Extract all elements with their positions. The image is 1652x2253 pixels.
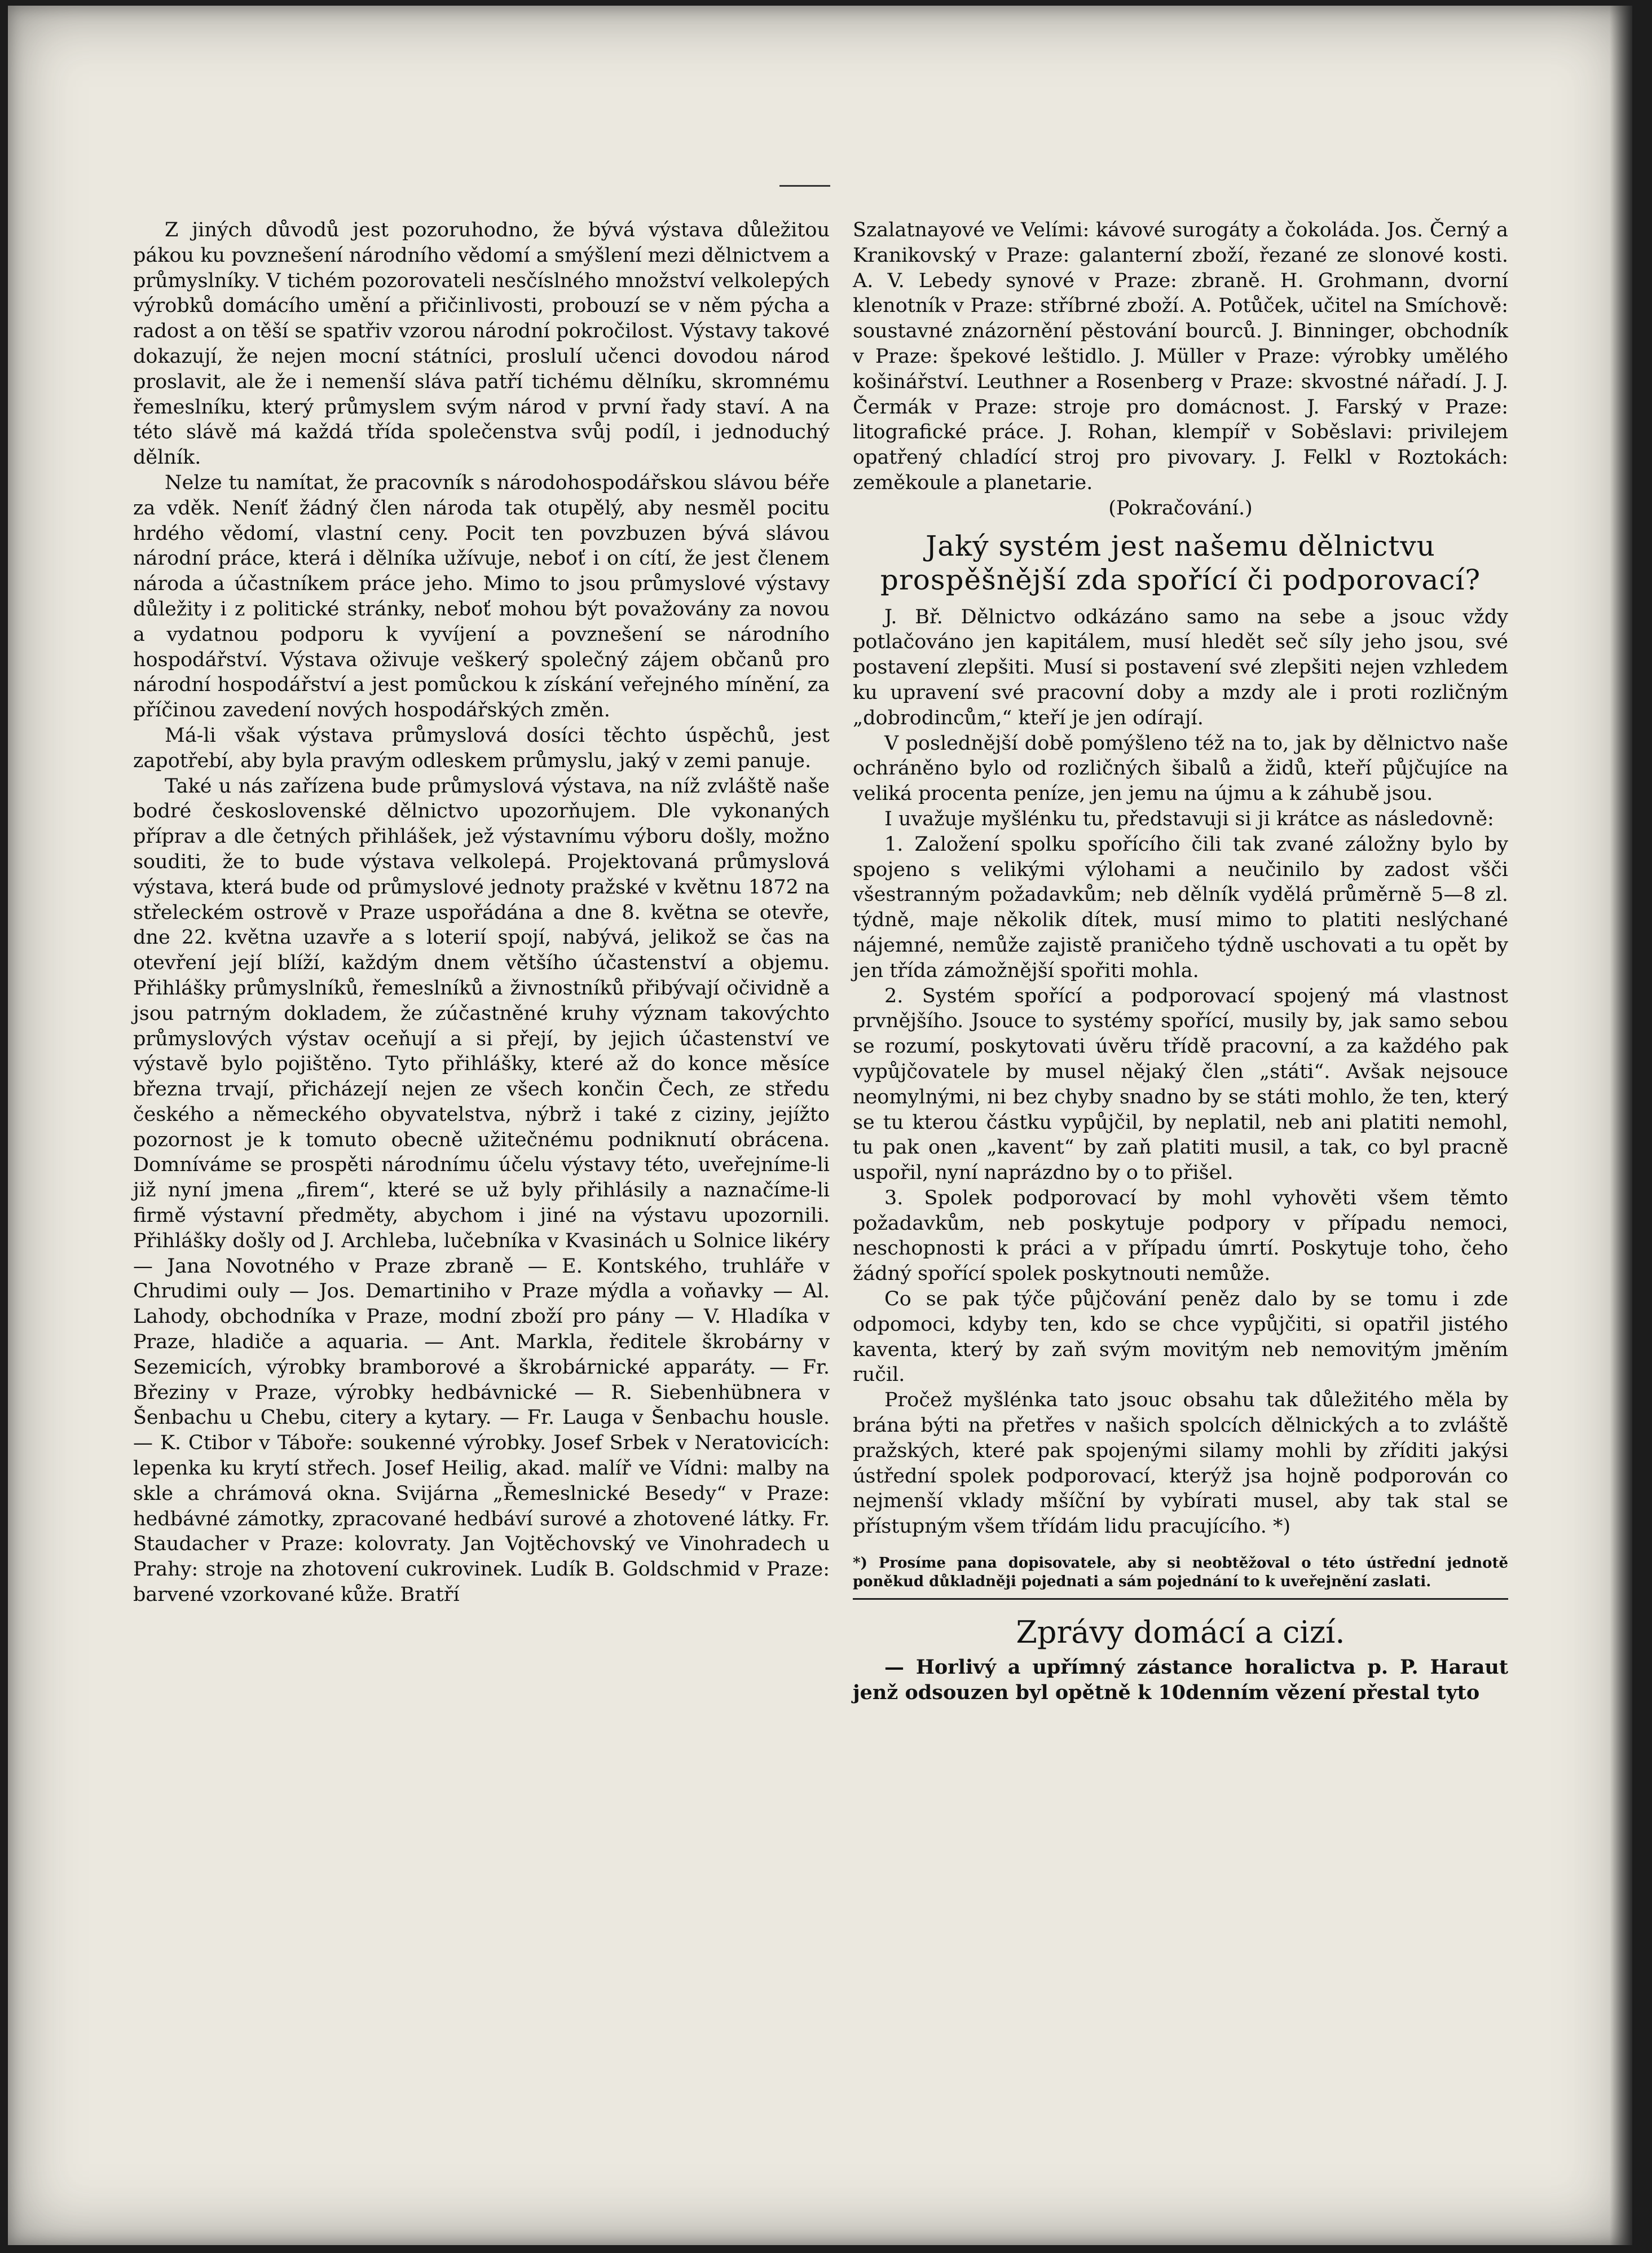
- article-paragraph: 2. Systém spořící a podporovací spojený má vlastnost prvnějšího. Jsouce to systémy spořící, musily by, jak samo sebou se rozumí, poskytovati úvěru třídě pracovní, a za každého pak vypůjčovatele by musel nějaký člen „státi“. Avšak nejsouce neomylnými, ni bez chyby snadno by se státi mohlo, že ten, který se tu kterou částku vypůjčil, by neplatil, neb ani platiti nemohl, tu pak onen „kavent“ by zaň platiti musil, a tak, co byl pracně uspořil, nyní naprázdno by o to přišel.: [853, 984, 1508, 1185]
- news-item: — Horlivý a upřímný zástance horalictva p. P. Haraut jenž odsouzen byl opětně k 10denním vězení přestal tyto: [853, 1656, 1508, 1704]
- article-paragraph: 3. Spolek podporovací by mohl vyhověti všem těmto požadavkům, neb poskytuje podpory v případu nemoci, neschopnosti k práci a v případu úmrtí. Poskytuje toho, čeho žádný spořící spolek poskytnouti nemůže.: [853, 1186, 1508, 1286]
- article-paragraph: Co se pak týče půjčování peněz dalo by se tomu i zde odpomoci, kdyby ten, kdo se chce vypůjčiti, si opatřil jistého kaventa, který by zaň svým movitým neb nemovitým jměním ručil.: [853, 1288, 1508, 1387]
- right-column: [853, 218, 1508, 1706]
- header-rule: [779, 185, 830, 187]
- news-section-title: Zprávy domácí a cizí.: [1016, 1614, 1345, 1651]
- article-paragraph: V poslednější době pomýšleno též na to, jak by dělnictvo naše ochráněno bylo od rozličných šibalů a židů, kteří půjčujíce na veliká procenta peníze, jen jemu na újmu a k záhubě jsou.: [853, 732, 1508, 806]
- scan-edge: [1610, 6, 1632, 2245]
- continuation-text: Szalatnayové ve Velími: kávové surogáty a čokoláda. Jos. Černý a Kranikovský v Praze: galanterní zboží, řezané ze slonové kosti. A. V. Lebedy synové v Praze: zbraně. H. Grohmann, dvorní klenotník v Praze: stříbrné zboží. A. Potůček, učitel na Smíchově: soustavné znázornění pěstování bourců. J. Binninger, obchodník v Praze: špekové leštidlo. J. Müller v Praze: výrobky umělého košinářství. Leuthner a Rosenberg v Praze: skvostné nářadí. J. J. Čermák v Praze: stroje pro domácnost. J. Farský v Praze: litografické práce. J. Rohan, klempíř v Soběslavi: privilejem opatřený chladící stroj pro pivovary. J. Felkl v Roztokách: zeměkoule a planetarie.: [853, 219, 1508, 494]
- section-divider: [853, 1598, 1508, 1600]
- paragraph: Má-li však výstava průmyslová dosíci těchto úspěchů, jest zapotřebí, aby byla pravým odleskem průmyslu, jaký v zemi panuje.: [133, 724, 830, 772]
- article-paragraph: 1. Založení spolku spořícího čili tak zvané záložny bylo by spojeno s velikými výlohami a neučinilo by zadost všči všestranným požadavkům; neb dělník vydělá průměrně 5—8 zl. týdně, maje několik dítek, musí mimo to platiti neslýchané nájemné, nemůže zajistě praničeho týdně uschovati a tu opět by jen třída zámožnější spořiti mohla.: [853, 833, 1508, 982]
- paragraph: Z jiných důvodů jest pozoruhodno, že bývá výstava důležitou pákou ku povznešení národního vědomí a smýšlení mezi dělnictvem a průmyslníky. V tichém pozorovateli nesčíslného množství velkolepých výrobků domácího umění a přičinlivosti, probouzí se v něm pýcha a radost a on těší se spatřiv vzorou národní pokročilost. Výstavy takové dokazují, že nejen mocní státníci, proslulí učenci dovodou národ proslavit, ale že i nemenší sláva patří tichému dělníku, skromnému řemeslníku, který průmyslem svým národ v první řady staví. A na této slávě má každá třída společenstva svůj podíl, i jednoduchý dělník.: [133, 219, 830, 469]
- left-column: [133, 218, 830, 1608]
- paragraph: Také u nás zařízena bude průmyslová výstava, na níž zvláště naše bodré československé dělnictvo upozorňujem. Dle vykonaných příprav a dle četných přihlášek, jež výstavnímu výboru došly, možno souditi, že to bude výstava velkolepá. Projektovaná průmyslová výstava, která bude od průmyslové jednoty pražské v květnu 1872 na střeleckém ostrově v Praze uspořádána a dne 8. května se otevře, dne 22. května uzavře a s loterií spojí, nabývá, jelikož se čas na otevření její blíží, každým dnem většího účastenství a objemu. Přihlášky průmyslníků, řemeslníků a živnostníků přibývají očividně a jsou patrným dokladem, že zúčastněné kruhy význam takovýchto průmyslových výstav oceňují a si přejí, by jejich účastenství ve výstavě bylo pojištěno. Tyto přihlášky, které až do konce měsíce března trvají, přicházejí nejen ze všech končin Čech, ze středu českého a německého obyvatelstva, nýbrž i také z ciziny, jejížto pozornost je k tomuto obecně užitečnému podniknutí obrácena. Domníváme se prospěti národnímu účelu výstavy této, uveřejníme-li již nyní jmena „firem“, které se už byly přihlásily a naznačíme-li firmě výstavní předměty, abychom i jiné na výstavu upozornili. Přihlášky došly od J. Archleba, lučebníka v Kvasinách u Solnice likéry — Jana Novotného v Praze zbraně — E. Kontského, truhláře v Chrudimi ouly — Jos. Demartiniho v Praze mýdla a voňavky — Al. Lahody, obchodníka v Praze, modní zboží pro pány — V. Hladíka v Praze, hladiče a aquaria. — Ant. Markla, ředitele škrobárny v Sezemicích, výrobky bramborové a škrobárnické apparáty. — Fr. Březiny v Praze, výrobky hedbávnické — R. Siebenhübnera v Šenbachu u Chebu, citery a kytary. — Fr. Lauga v Šenbachu housle. — K. Ctibor v Táboře: soukenné výrobky. Josef Srbek v Neratovicích: lepenka ku krytí střech. Josef Heilig, akad. malíř ve Vídni: malby na skle a chrámová okna. Svijárna „Řemeslnické Besedy“ v Praze: hedbávné zámotky, zpracované hedbáví surové a zhotovené látky. Fr. Staudacher v Praze: kolovraty. Jan Vojtěchovský ve Vinohradech u Prahy: stroje na zhotovení cukrovinek. Ludík B. Goldschmid v Praze: barvené vzorkované kůže. Bratří: [133, 775, 830, 1607]
- article-paragraph: Pročež myšlénka tato jsouc obsahu tak důležitého měla by brána býti na přetřes v našich spolcích dělnických a to zvláště pražských, které pak spojenými silamy mohli by zříditi jakýsi ústřední spolek podporovací, kterýž jsa hojně podporován co nejmenší vklady mšíční by vybírati musel, aby tak stal se přístupným všem třídám lidu pracujícího. *): [853, 1389, 1508, 1538]
- article-title: Jaký systém jest našemu dělnictvu prospěšnější zda spořící či podporovací?: [880, 529, 1481, 596]
- article-paragraph: J. Bř. Dělnictvo odkázáno samo na sebe a jsouc vždy potlačováno jen kapitálem, musí hledět seč síly jeho jsou, své postavení zlepšiti. Musí si postavení své zlepšiti nejen vzhledem ku upravení své pracovní doby a mzdy ale i proti rozličným „dobrodincům,“ kteří je jen odírají.: [853, 605, 1508, 729]
- paragraph: Nelze tu namítat, že pracovník s národohospodářskou slávou béře za vděk. Neníť žádný člen národa tak otupělý, aby nesměl pocitu hrdého vědomí, vlastní ceny. Pocit ten povzbuzen bývá slávou národní práce, která i dělníka užívuje, neboť i on cítí, že jest členem národa a účastníkem práce jeho. Mimo to jsou průmyslové výstavy důležity i z politické stránky, neboť mohou být považovány za novou a vydatnou podporu k vyvíjení a povznešení se národního hospodářství. Výstava oživuje veškerý společný zájem občanů pro národní hospodářství a jest pomůckou k získání veřejného mínění, za příčinou zavedení nových hospodářských změn.: [133, 471, 830, 722]
- newspaper-page: [8, 6, 1632, 2245]
- footnote: *) Prosíme pana dopisovatele, aby si neobtěžoval o této ústřední jednotě poněkud důkladněji pojednati a sám pojednání to k uveřejnění zaslati.: [853, 1555, 1508, 1591]
- article-paragraph: I uvažuje myšlénku tu, představuji si ji krátce as následovně:: [884, 807, 1494, 830]
- continued-note: (Pokračování.): [1108, 496, 1253, 520]
